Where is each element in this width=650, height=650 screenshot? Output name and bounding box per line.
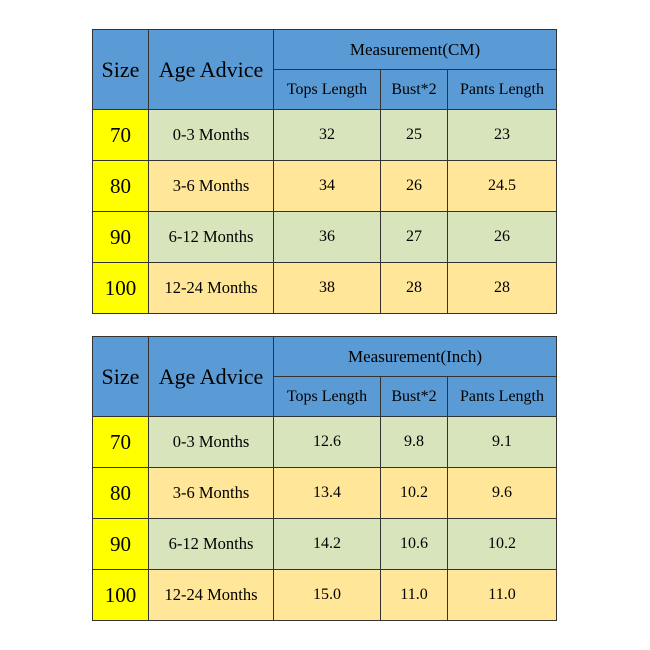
tops-length-cell: 15.0 (274, 570, 381, 621)
bust-cell: 10.2 (381, 468, 448, 519)
tops-length-header: Tops Length (274, 70, 381, 110)
measurement-header: Measurement(Inch) (274, 337, 557, 377)
pants-length-cell: 23 (448, 110, 557, 161)
size-cell: 80 (93, 468, 149, 519)
tops-length-cell: 36 (274, 212, 381, 263)
table-row (93, 212, 557, 263)
table-row (93, 417, 557, 468)
header-row (93, 337, 557, 377)
age-cell: 3-6 Months (149, 161, 274, 212)
pants-length-header: Pants Length (448, 377, 557, 417)
size-cell: 100 (93, 570, 149, 621)
size-header: Size (93, 30, 149, 110)
size-header: Size (93, 337, 149, 417)
header-row (93, 30, 557, 70)
age-cell: 6-12 Months (149, 519, 274, 570)
size-cell: 90 (93, 212, 149, 263)
bust-cell: 27 (381, 212, 448, 263)
bust-cell: 28 (381, 263, 448, 314)
tops-length-cell: 13.4 (274, 468, 381, 519)
pants-length-cell: 24.5 (448, 161, 557, 212)
tops-length-cell: 34 (274, 161, 381, 212)
tops-length-cell: 14.2 (274, 519, 381, 570)
age-cell: 6-12 Months (149, 212, 274, 263)
age-cell: 12-24 Months (149, 263, 274, 314)
table-row (93, 263, 557, 314)
pants-length-header: Pants Length (448, 70, 557, 110)
size-cell: 70 (93, 110, 149, 161)
table-row (93, 161, 557, 212)
table-row (93, 110, 557, 161)
size-cell: 90 (93, 519, 149, 570)
pants-length-cell: 10.2 (448, 519, 557, 570)
tops-length-header: Tops Length (274, 377, 381, 417)
age-advice-header: Age Advice (149, 337, 274, 417)
size-cell: 100 (93, 263, 149, 314)
pants-length-cell: 11.0 (448, 570, 557, 621)
bust-header: Bust*2 (381, 377, 448, 417)
bust-cell: 10.6 (381, 519, 448, 570)
size-cell: 80 (93, 161, 149, 212)
measurement-header: Measurement(CM) (274, 30, 557, 70)
bust-cell: 25 (381, 110, 448, 161)
tops-length-cell: 38 (274, 263, 381, 314)
table-row (93, 519, 557, 570)
tops-length-cell: 12.6 (274, 417, 381, 468)
size-chart-cm-table (92, 29, 557, 314)
pants-length-cell: 28 (448, 263, 557, 314)
bust-header: Bust*2 (381, 70, 448, 110)
bust-cell: 11.0 (381, 570, 448, 621)
bust-cell: 9.8 (381, 417, 448, 468)
pants-length-cell: 9.6 (448, 468, 557, 519)
table-row (93, 468, 557, 519)
size-cell: 70 (93, 417, 149, 468)
age-cell: 0-3 Months (149, 110, 274, 161)
age-cell: 12-24 Months (149, 570, 274, 621)
bust-cell: 26 (381, 161, 448, 212)
pants-length-cell: 9.1 (448, 417, 557, 468)
pants-length-cell: 26 (448, 212, 557, 263)
table-row (93, 570, 557, 621)
size-chart-inch-table (92, 336, 557, 621)
age-cell: 3-6 Months (149, 468, 274, 519)
age-cell: 0-3 Months (149, 417, 274, 468)
tops-length-cell: 32 (274, 110, 381, 161)
age-advice-header: Age Advice (149, 30, 274, 110)
